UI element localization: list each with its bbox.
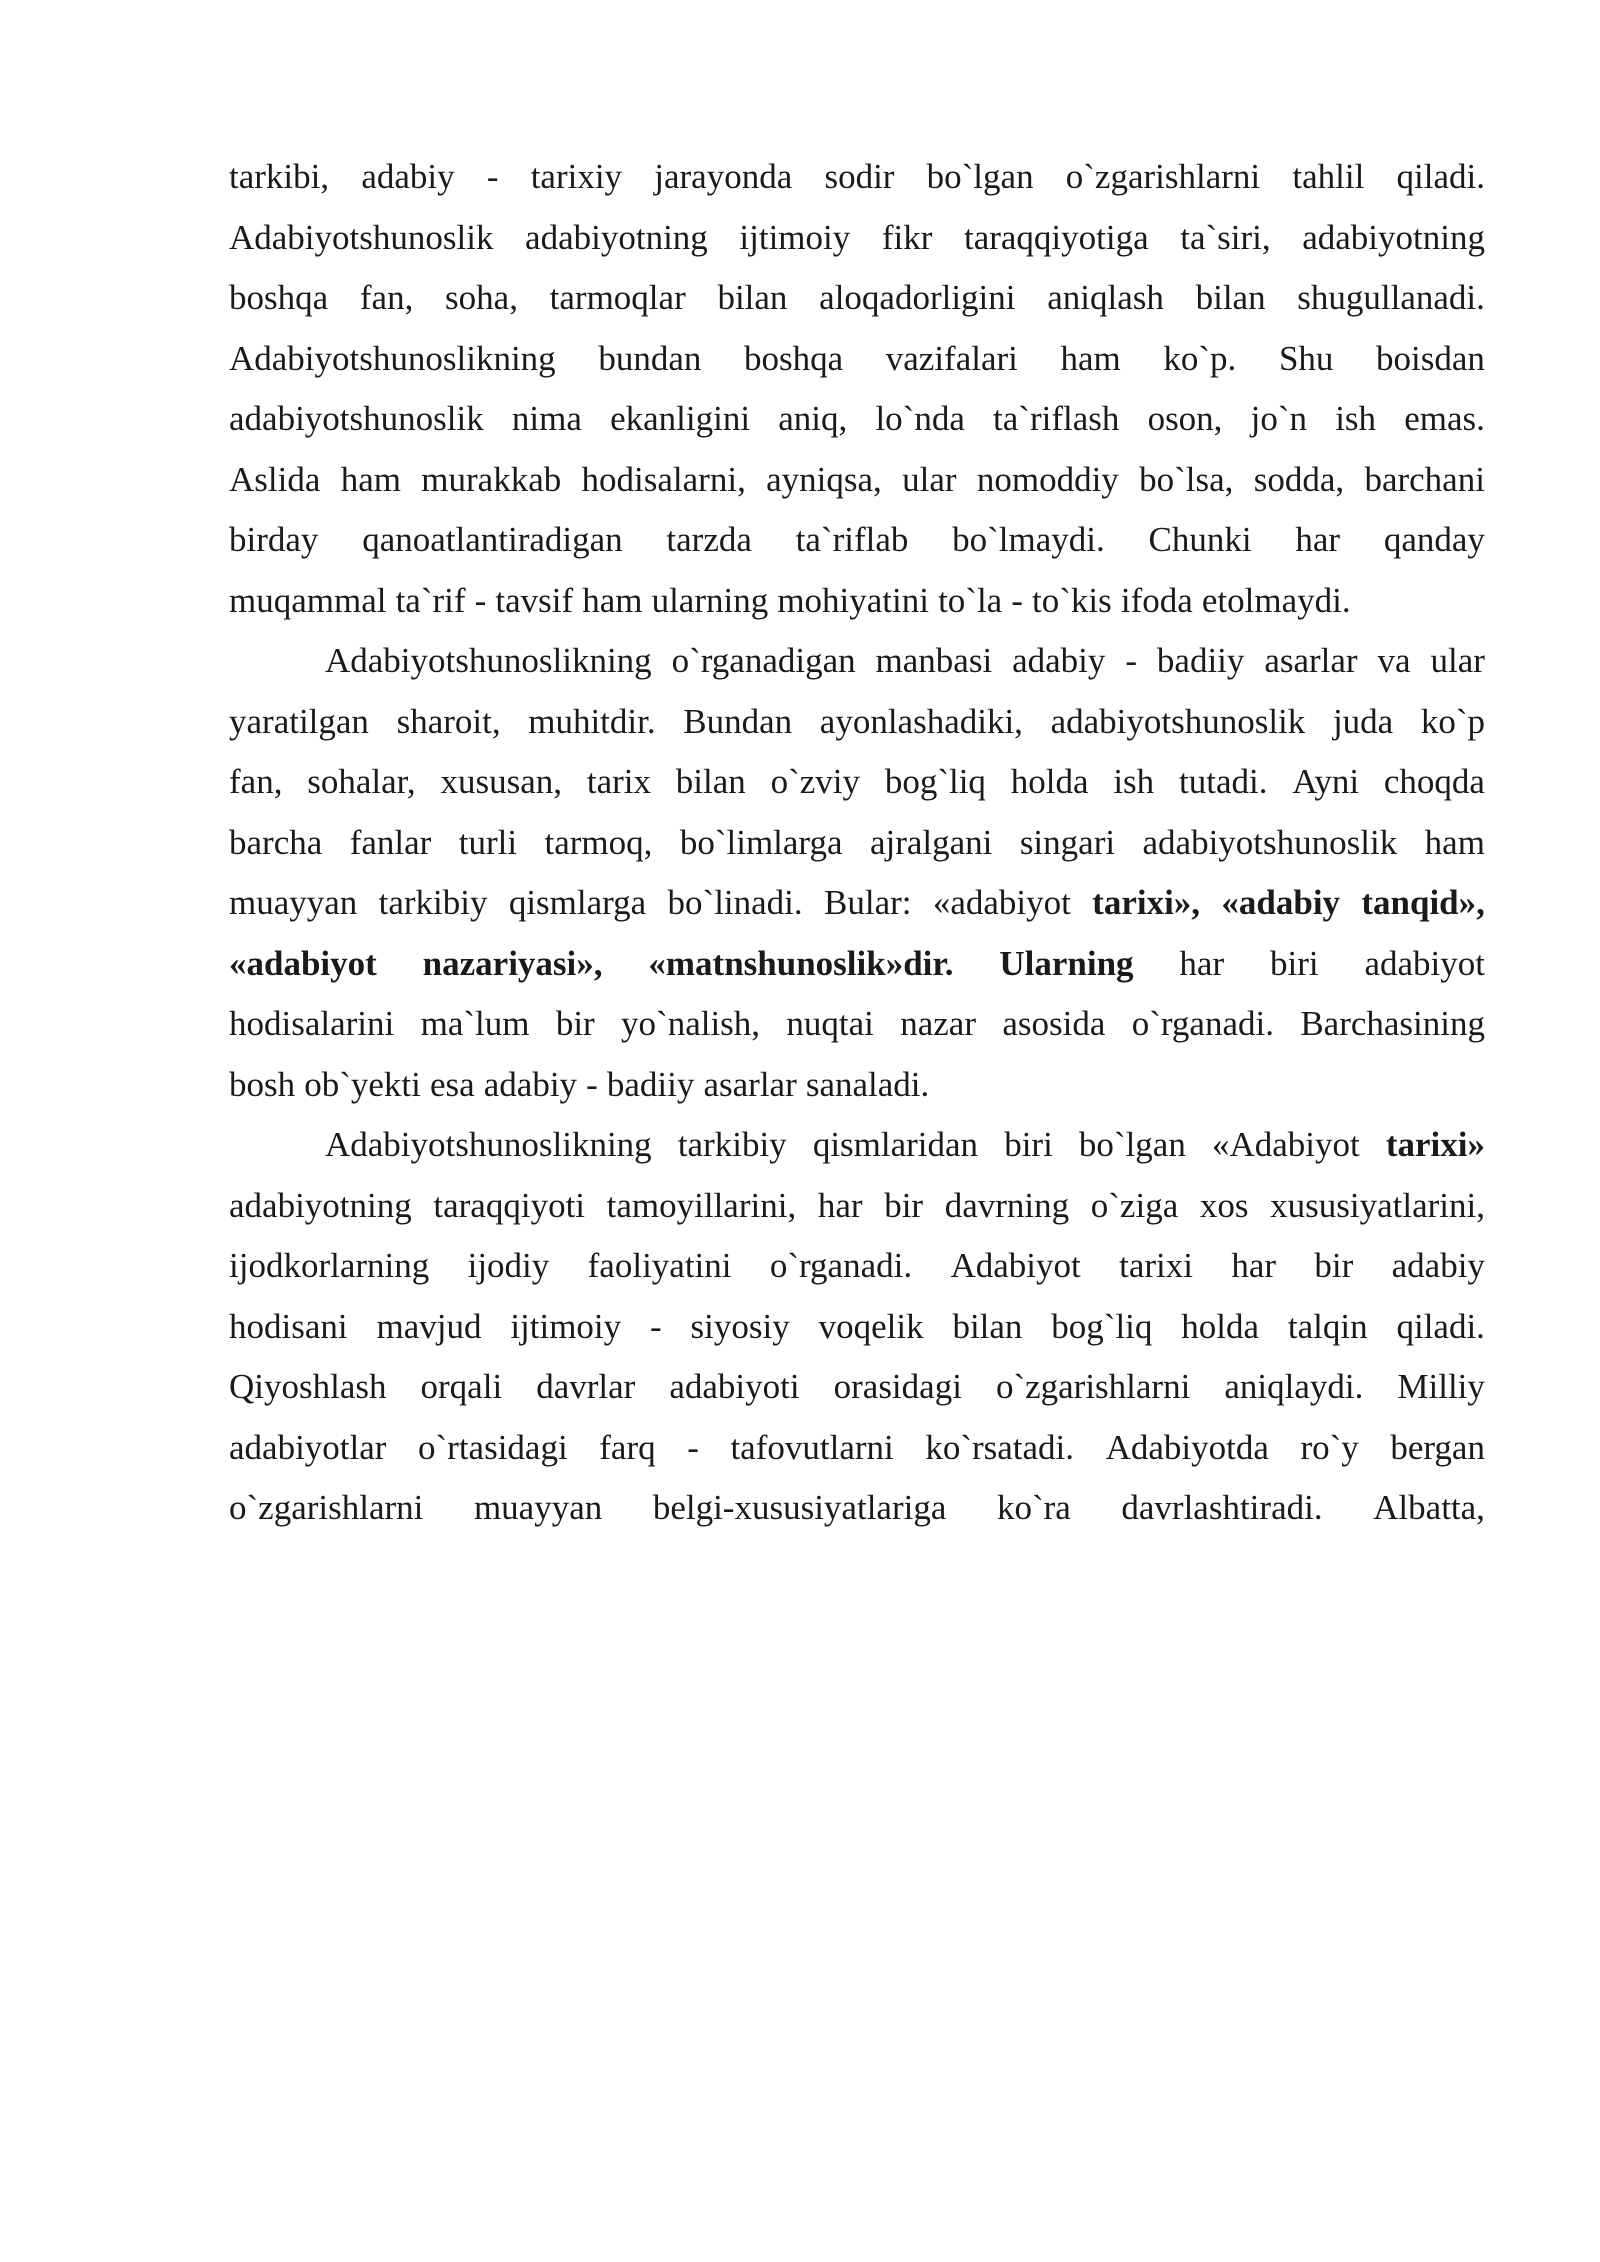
- text-line: muqammal ta`rif - tavsif ham ularning mohiyatini to`la - to`kis ifoda etolmaydi.: [229, 580, 1351, 620]
- text-line: «adabiyot nazariyasi», «matnshunoslik»dir. Ularning har biri adabiyot: [229, 943, 1485, 983]
- text-line: yaratilgan sharoit, muhitdir. Bundan ayonlashadiki, adabiyotshunoslik juda ko`p: [229, 701, 1485, 741]
- text-line: adabiyotshunoslik nima ekanligini aniq, lo`nda ta`riflash oson, jo`n ish emas.: [229, 399, 1485, 438]
- text-line: barcha fanlar turli tarmoq, bo`limlarga ajralgani singari adabiyotshunoslik ham: [229, 822, 1485, 862]
- text-line: tarkibi, adabiy - tarixiy jarayonda sodir bo`lgan o`zgarishlarni tahlil qiladi.: [229, 157, 1485, 196]
- text-line: Adabiyotshunoslikning tarkibiy qismlaridan biri bo`lgan «Adabiyot tarixi»: [325, 1125, 1485, 1164]
- text-line: Adabiyotshunoslikning o`rganadigan manbasi adabiy - badiiy asarlar va ular: [325, 641, 1485, 680]
- text-line: hodisani mavjud ijtimoiy - siyosiy voqelik bilan bog`liq holda talqin qiladi.: [229, 1306, 1485, 1346]
- text-line: Qiyoshlash orqali davrlar adabiyoti orasidagi o`zgarishlarni aniqlaydi. Milliy: [229, 1367, 1485, 1406]
- text-line: Aslida ham murakkab hodisalarni, ayniqsa, ular nomoddiy bo`lsa, sodda, barchani: [229, 459, 1485, 499]
- text-line: fan, sohalar, xususan, tarix bilan o`zviy bog`liq holda ish tutadi. Ayni choqda: [229, 762, 1485, 801]
- text-line: hodisalarini ma`lum bir yo`nalish, nuqtai nazar asosida o`rganadi. Barchasining: [229, 1004, 1485, 1043]
- text-line: o`zgarishlarni muayyan belgi-xususiyatlariga ko`ra davrlashtiradi. Albatta,: [229, 1488, 1485, 1527]
- text-line: Adabiyotshunoslik adabiyotning ijtimoiy fikr taraqqiyotiga ta`siri, adabiyotning: [229, 217, 1485, 257]
- text-line: birday qanoatlantiradigan tarzda ta`riflab bo`lmaydi. Chunki har qanday: [229, 520, 1485, 559]
- text-line: adabiyotning taraqqiyoti tamoyillarini, har bir davrning o`ziga xos xususiyatlarini,: [229, 1185, 1485, 1225]
- text-line: ijodkorlarning ijodiy faoliyatini o`rganadi. Adabiyot tarixi har bir adabiy: [229, 1246, 1485, 1285]
- text-line: Adabiyotshunoslikning bundan boshqa vazifalari ham ko`p. Shu boisdan: [229, 338, 1485, 378]
- text-line: muayyan tarkibiy qismlarga bo`linadi. Bular: «adabiyot tarixi», «adabiy tanqid»,: [229, 883, 1485, 922]
- text-line: adabiyotlar o`rtasidagi farq - tafovutlarni ko`rsatadi. Adabiyotda ro`y bergan: [229, 1427, 1485, 1467]
- text-line: bosh ob`yekti esa adabiy - badiiy asarlar sanaladi.: [229, 1064, 930, 1104]
- text-line: boshqa fan, soha, tarmoqlar bilan aloqadorligini aniqlash bilan shugullanadi.: [229, 278, 1485, 317]
